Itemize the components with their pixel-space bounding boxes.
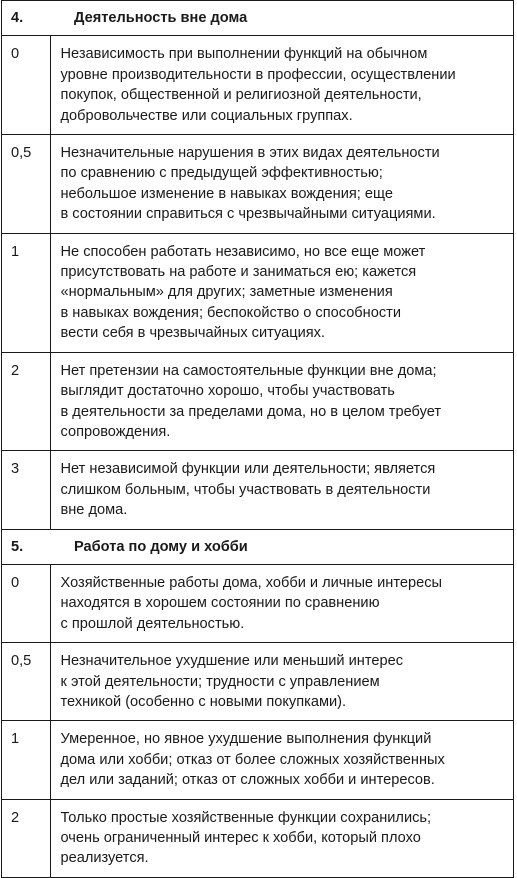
section-number: 5. — [11, 538, 24, 555]
section-number: 4. — [11, 10, 24, 26]
description-line: дома или хобби; отказ от более сложных хозяйственных — [60, 751, 445, 768]
table-row — [2, 135, 513, 234]
section-header — [2, 1, 513, 36]
description-line: в деятельности за пределами дома, но в целом требует — [60, 403, 442, 420]
description-line: вне дома. — [60, 502, 128, 519]
score-cell: 0,5 — [2, 643, 50, 721]
description-cell — [50, 135, 513, 234]
description-line: Только простые хозяйственные функции сохранились; — [60, 809, 432, 826]
description-line: по сравнению с предыдущей эффективностью; — [60, 165, 383, 182]
description-line: очень ограниченный интерес к хобби, который плохо — [60, 830, 421, 846]
description-cell — [50, 451, 513, 529]
score-cell: 3 — [2, 451, 50, 529]
description-line: Незначительные нарушения в этих видах деятельности — [60, 145, 440, 162]
description-line: уровне производительности в профессии, осуществлении — [60, 66, 456, 83]
description-cell — [50, 564, 513, 642]
section-header-cell — [2, 529, 513, 564]
description-cell — [50, 799, 513, 877]
score-cell: 0,5 — [2, 135, 50, 234]
description-line: Не способен работать независимо, но все еще может — [60, 243, 426, 260]
description-cell — [50, 643, 513, 721]
description-line: присутствовать на работе и заниматься ею; кажется — [60, 264, 417, 281]
table-row — [2, 36, 513, 135]
description-line: Умеренное, но явное ухудшение выполнения функций — [60, 731, 432, 748]
section-header — [2, 529, 513, 564]
description-line: реализуется. — [60, 850, 149, 867]
score-cell: 0 — [2, 36, 50, 135]
table-row — [2, 451, 513, 529]
description-line: в состоянии справиться с чрезвычайными ситуациями. — [60, 206, 436, 223]
description-line: небольшое изменение в навыках вождения; еще — [60, 185, 393, 202]
description-line: с прошлой деятельностью. — [60, 615, 245, 632]
description-line: выглядит достаточно хорошо, чтобы участвовать — [60, 383, 395, 400]
section-title: Работа по дому и хобби — [74, 538, 248, 555]
description-line: в навыках вождения; беспокойство о способности — [60, 304, 401, 321]
table-row — [2, 233, 513, 352]
table-row — [2, 643, 513, 721]
description-cell — [50, 36, 513, 135]
description-line: Нет претензии на самостоятельные функции вне дома; — [60, 362, 437, 379]
section-title: Деятельность вне дома — [74, 10, 248, 26]
description-line: Нет независимой функции или деятельности; является — [60, 461, 436, 478]
description-line: к этой деятельности; трудности с управлением — [60, 673, 380, 690]
rating-table-body — [2, 1, 513, 877]
table-row — [2, 799, 513, 877]
rating-table-page — [1, 0, 514, 878]
description-line: Хозяйственные работы дома, хобби и личные интересы — [60, 574, 442, 591]
description-line: сопровождения. — [60, 423, 171, 440]
description-line: слишком больным, чтобы участвовать в деятельности — [60, 481, 431, 498]
description-line: покупок, общественной и религиозной деятельности, — [60, 87, 422, 104]
description-cell — [50, 721, 513, 799]
description-line: находятся в хорошем состоянии по сравнению — [60, 595, 380, 612]
description-line: дел или заданий; отказ от сложных хобби и интересов. — [60, 772, 435, 789]
description-line: Незначительное ухудшение или меньший интерес — [60, 653, 404, 670]
section-header-cell — [2, 1, 513, 36]
table-row — [2, 352, 513, 451]
description-line: вести себя в чрезвычайных ситуациях. — [60, 325, 325, 342]
score-cell: 2 — [2, 352, 50, 451]
description-line: техникой (особенно с новыми покупками). — [60, 693, 347, 710]
description-cell — [50, 352, 513, 451]
score-cell: 0 — [2, 564, 50, 642]
score-cell: 2 — [2, 799, 50, 877]
score-cell: 1 — [2, 233, 50, 352]
description-line: Независимость при выполнении функций на обычном — [60, 46, 428, 63]
description-line: «нормальным» для других; заметные изменения — [60, 284, 393, 301]
score-cell: 1 — [2, 721, 50, 799]
description-cell — [50, 233, 513, 352]
description-line: добровольчестве или социальных группах. — [60, 107, 353, 124]
table-row — [2, 721, 513, 799]
rating-table — [2, 0, 513, 877]
table-row — [2, 564, 513, 642]
